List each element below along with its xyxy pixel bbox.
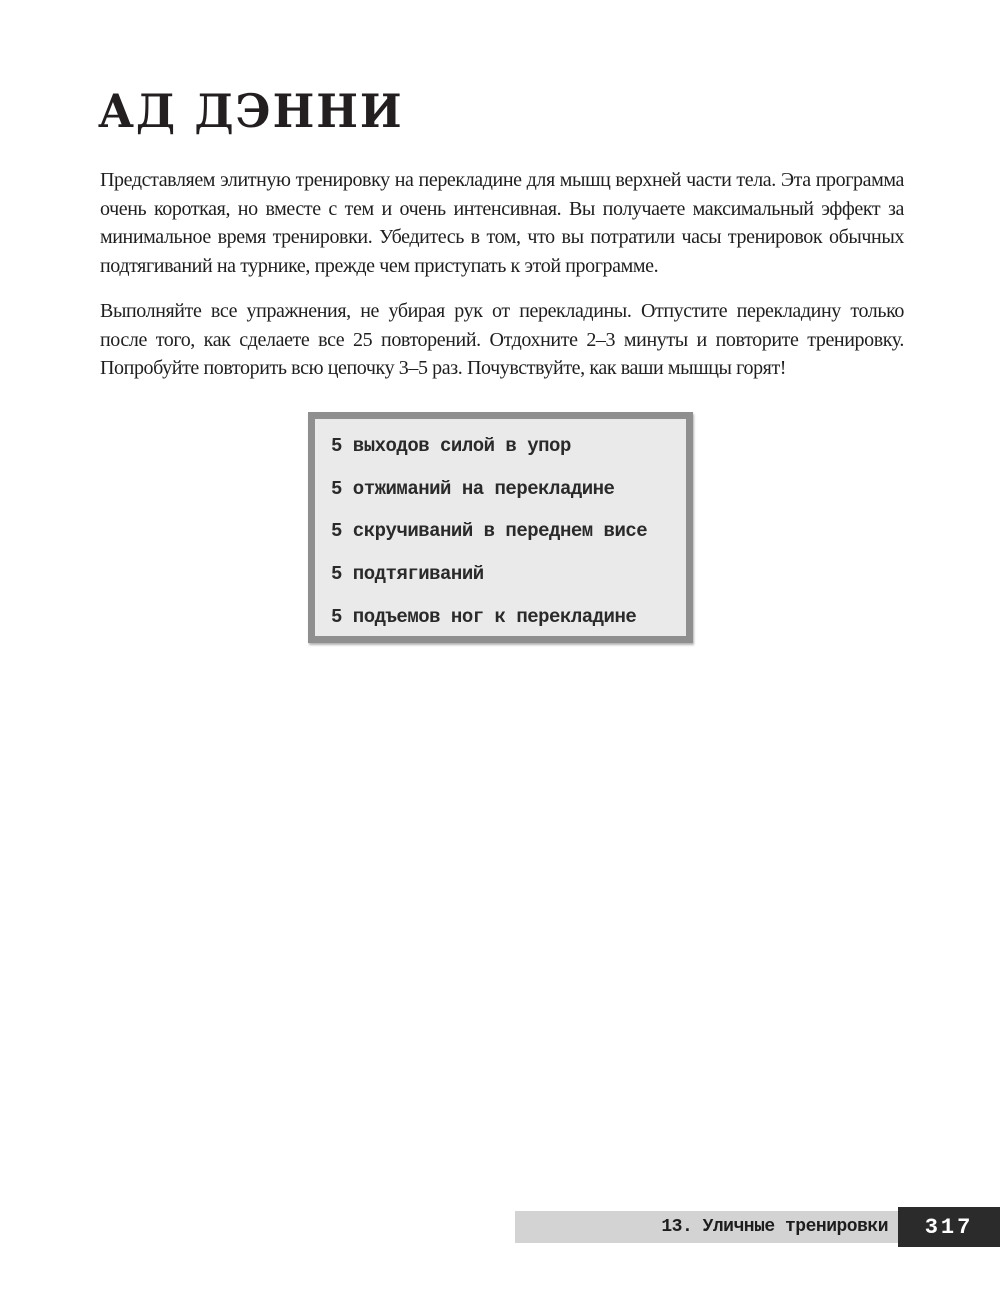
footer-page-number: 317: [898, 1207, 1000, 1247]
page-title: АД ДЭННИ: [98, 84, 404, 138]
workout-item: 5 подтягиваний: [331, 563, 484, 586]
workout-box: [308, 412, 693, 643]
footer-chapter-bar: [515, 1211, 898, 1243]
workout-list: [315, 419, 686, 638]
body-text: [100, 166, 904, 400]
workout-item: 5 подъемов ног к перекладине: [331, 605, 637, 628]
workout-item: 5 отжиманий на перекладине: [331, 477, 615, 500]
footer-chapter-label: 13. Уличные тренировки: [661, 1217, 888, 1237]
workout-item: 5 выходов силой в упор: [331, 435, 571, 458]
intro-paragraph: Представляем элитную тренировку на перекладине для мышц верхней части тела. Эта программа очень короткая, но вместе с тем и очень интенсивная. Вы получаете максимальный эффект за минимальное время тренировки. Убедитесь в том, что вы потратили часы тренировок обычных подтягиваний на турнике, прежде чем приступать к этой программе.: [100, 169, 904, 277]
instructions-paragraph: Выполняйте все упражнения, не убирая рук от перекладины. Отпустите перекладину только после того, как сделаете все 25 повторений. Отдохните 2–3 минуты и повторите тренировку. Попробуйте повторить всю цепочку 3–5 раз. Почувствуйте, как ваши мышцы горят!: [100, 300, 904, 379]
workout-item: 5 скручиваний в переднем висе: [331, 520, 648, 543]
